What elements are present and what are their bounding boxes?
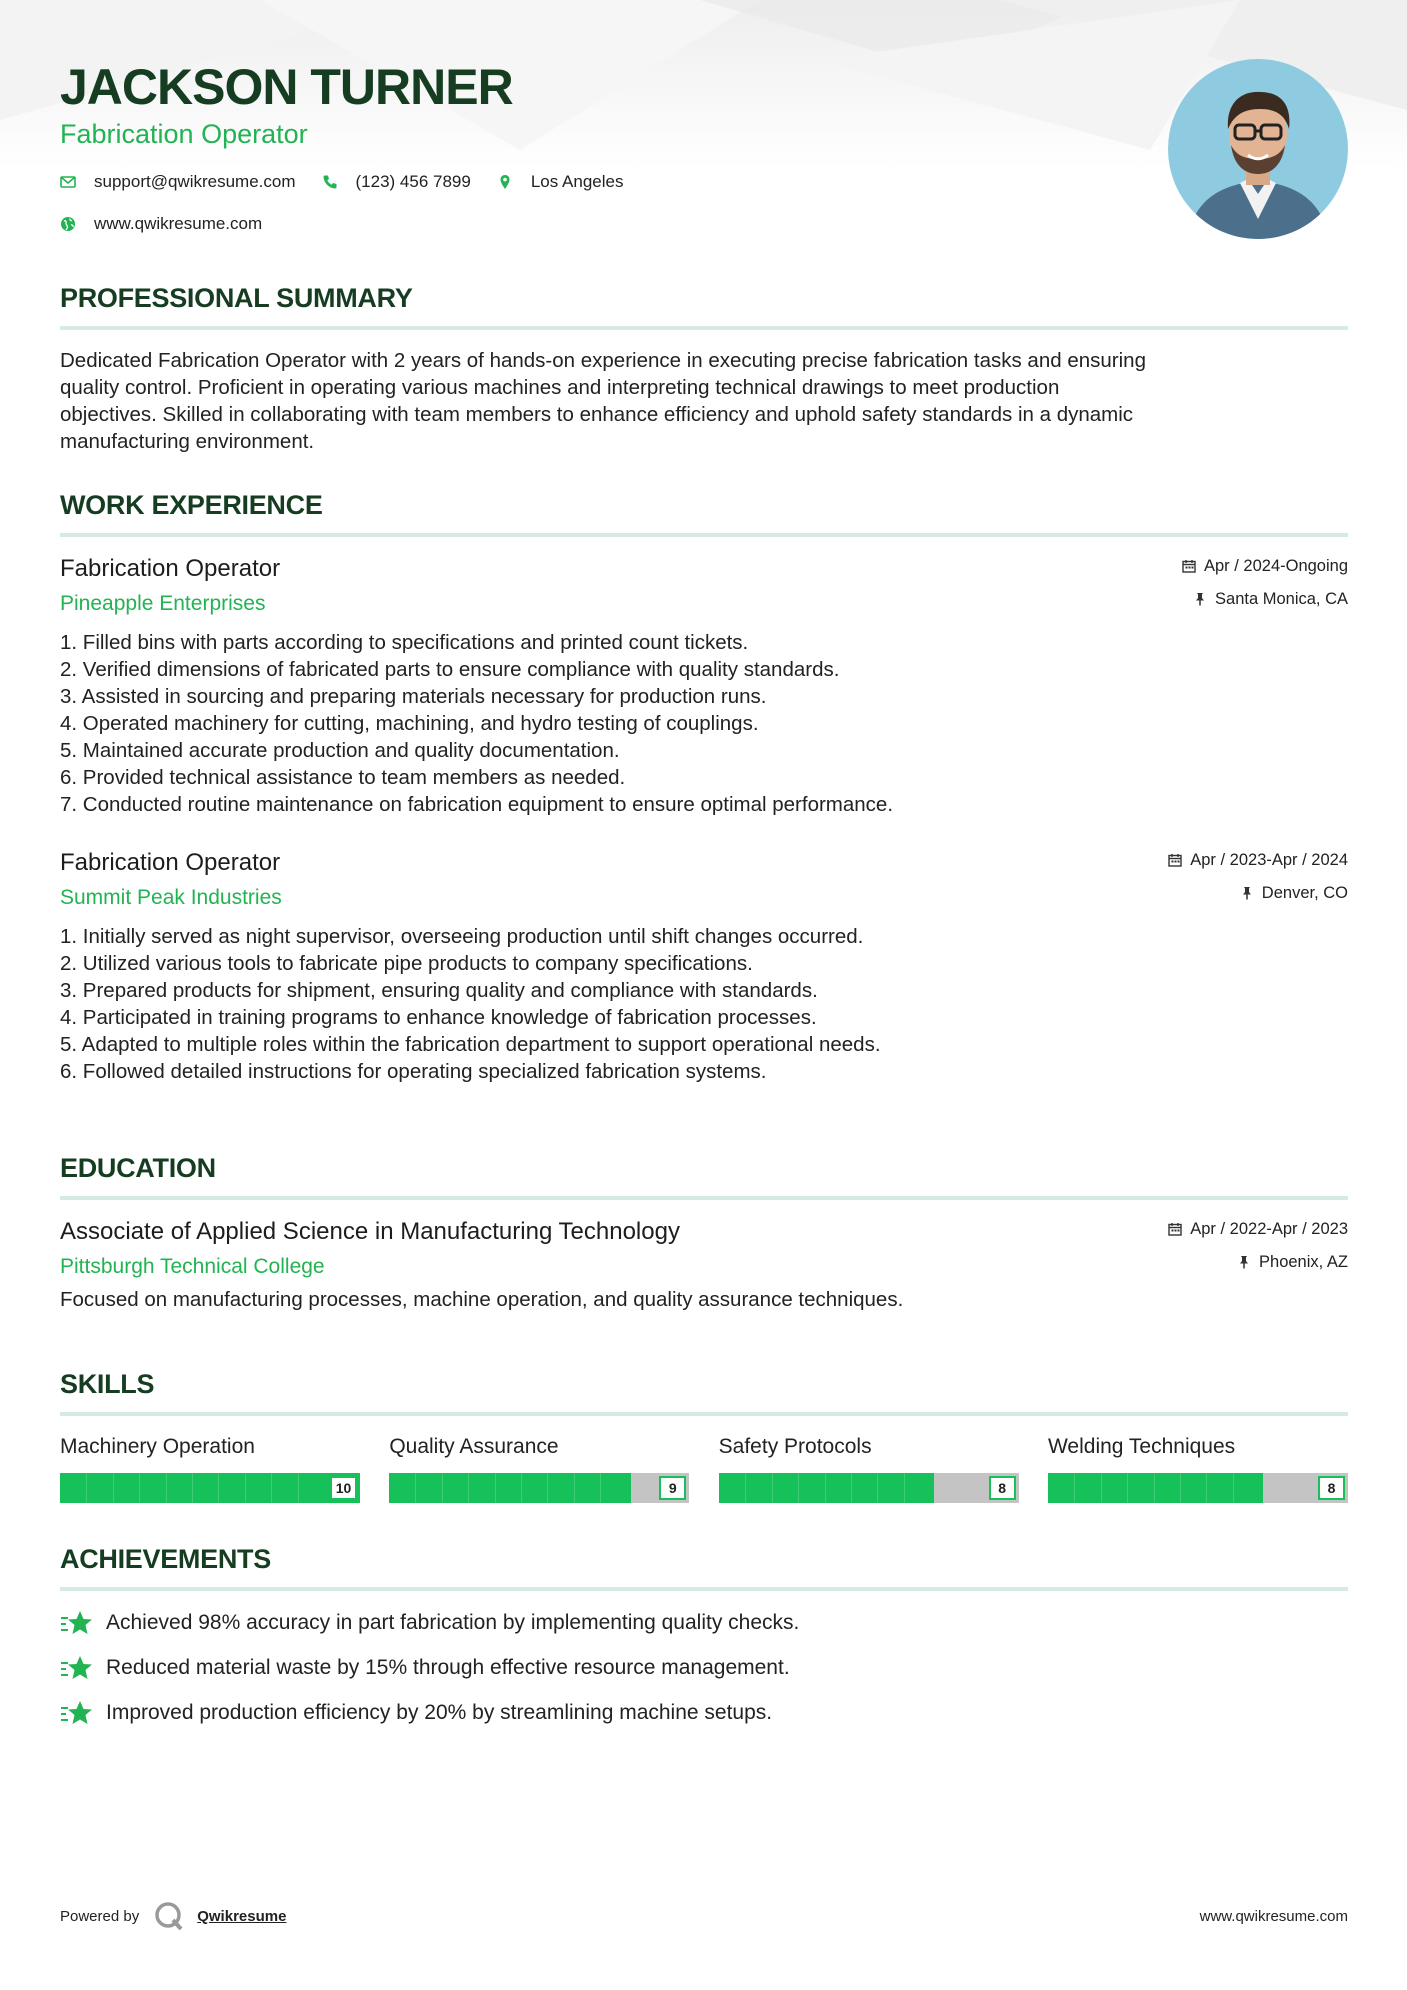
skills-row bbox=[60, 1433, 1348, 1503]
skill-level-badge: 8 bbox=[989, 1476, 1016, 1500]
job-bullet: 7. Conducted routine maintenance on fabrication equipment to ensure optimal performance. bbox=[60, 793, 894, 816]
skill-bar-segment bbox=[298, 1473, 299, 1503]
pushpin-icon bbox=[1237, 1255, 1251, 1269]
job-entry bbox=[60, 553, 1348, 818]
skill-bar-segment bbox=[192, 1473, 193, 1503]
skills-section bbox=[60, 1366, 1348, 1503]
job-dates-text: Apr / 2024-Ongoing bbox=[1203, 556, 1348, 575]
achievement-item bbox=[60, 1605, 1348, 1641]
section-divider bbox=[60, 1412, 1348, 1416]
job-meta bbox=[1182, 555, 1348, 621]
job-dates bbox=[1168, 849, 1348, 871]
skill-bar-segment bbox=[271, 1473, 272, 1503]
job-location-text: Santa Monica, CA bbox=[1215, 589, 1348, 608]
star-award-icon bbox=[60, 1609, 94, 1637]
education-section bbox=[60, 1150, 1348, 1313]
skill-bar-segment bbox=[495, 1473, 496, 1503]
skill-item bbox=[1048, 1433, 1348, 1503]
skill-bar-segment bbox=[547, 1473, 548, 1503]
phone-icon bbox=[322, 174, 338, 190]
job-dates bbox=[1182, 555, 1348, 577]
skill-bar-segment bbox=[218, 1473, 219, 1503]
skill-bar-segment bbox=[1206, 1473, 1207, 1503]
skill-bar-segment bbox=[1127, 1473, 1128, 1503]
summary-text bbox=[60, 347, 1348, 455]
achievement-item bbox=[60, 1695, 1348, 1731]
qwikresume-link[interactable]: Qwikresume bbox=[197, 1907, 287, 1925]
skill-bar-segment bbox=[745, 1473, 746, 1503]
section-divider bbox=[60, 1587, 1348, 1591]
section-divider bbox=[60, 1196, 1348, 1200]
job-company: Pineapple Enterprises bbox=[60, 592, 266, 615]
skill-bar-segment bbox=[877, 1473, 878, 1503]
skill-bar-segment bbox=[1233, 1473, 1234, 1503]
achievements-title: ACHIEVEMENTS bbox=[60, 1544, 271, 1574]
skill-item bbox=[60, 1433, 360, 1503]
skill-bar-segment bbox=[798, 1473, 799, 1503]
skill-bar-segment bbox=[1101, 1473, 1102, 1503]
skill-bar-segment bbox=[521, 1473, 522, 1503]
contact-row-website bbox=[60, 212, 1160, 236]
skill-level-badge: 10 bbox=[330, 1476, 357, 1500]
map-pin-icon bbox=[497, 174, 513, 190]
skills-title: SKILLS bbox=[60, 1369, 155, 1399]
achievement-text: Achieved 98% accuracy in part fabrication by implementing quality checks. bbox=[106, 1611, 800, 1634]
job-location-text: Denver, CO bbox=[1261, 883, 1348, 902]
footer bbox=[60, 1898, 1348, 1934]
education-description: Focused on manufacturing processes, machine operation, and quality assurance techniques. bbox=[60, 1288, 904, 1311]
summary-line: manufacturing environment. bbox=[60, 430, 315, 453]
skill-bar-segment bbox=[825, 1473, 826, 1503]
job-bullet: 5. Adapted to multiple roles within the fabrication department to support operational needs. bbox=[60, 1033, 881, 1056]
job-bullets bbox=[60, 629, 1348, 818]
skill-level-badge: 8 bbox=[1318, 1476, 1345, 1500]
job-bullet: 6. Provided technical assistance to team members as needed. bbox=[60, 766, 626, 789]
job-title: Fabrication Operator bbox=[60, 555, 281, 582]
skill-bar-fill bbox=[1048, 1473, 1263, 1503]
skill-level-bar bbox=[1048, 1473, 1348, 1503]
skill-bar-segment bbox=[442, 1473, 443, 1503]
summary-line: Dedicated Fabrication Operator with 2 years of hands-on experience in executing precise fabrication tasks and ensuring bbox=[60, 349, 1146, 372]
job-company: Summit Peak Industries bbox=[60, 886, 282, 909]
skill-bar-segment bbox=[245, 1473, 246, 1503]
envelope-icon bbox=[60, 174, 76, 190]
experience-section bbox=[60, 487, 1348, 1085]
skill-bar-segment bbox=[600, 1473, 601, 1503]
contact-location bbox=[497, 172, 624, 192]
job-bullet: 2. Utilized various tools to fabricate pipe products to company specifications. bbox=[60, 952, 753, 975]
skill-bar-segment bbox=[574, 1473, 575, 1503]
pushpin-icon bbox=[1193, 592, 1207, 606]
pushpin-icon bbox=[1240, 886, 1254, 900]
powered-by-label: Powered by bbox=[60, 1907, 140, 1925]
job-dates-text: Apr / 2023-Apr / 2024 bbox=[1190, 850, 1348, 869]
job-bullet: 2. Verified dimensions of fabricated parts to ensure compliance with quality standards. bbox=[60, 658, 840, 681]
location-text: Los Angeles bbox=[530, 172, 624, 191]
skill-level-badge: 9 bbox=[659, 1476, 686, 1500]
job-meta bbox=[1168, 849, 1348, 915]
calendar-icon bbox=[1182, 559, 1196, 573]
footer-website[interactable]: www.qwikresume.com bbox=[1199, 1907, 1348, 1925]
qwikresume-logo-icon bbox=[153, 1900, 185, 1932]
calendar-icon bbox=[1168, 853, 1182, 867]
job-bullet: 4. Operated machinery for cutting, machining, and hydro testing of couplings. bbox=[60, 712, 759, 735]
skill-bar-segment bbox=[468, 1473, 469, 1503]
skill-bar-segment bbox=[113, 1473, 114, 1503]
achievements-list bbox=[60, 1605, 1348, 1731]
job-bullet: 3. Prepared products for shipment, ensuring quality and compliance with standards. bbox=[60, 979, 818, 1002]
education-meta bbox=[1168, 1218, 1348, 1284]
education-school: Pittsburgh Technical College bbox=[60, 1255, 325, 1278]
section-divider bbox=[60, 326, 1348, 330]
skill-bar-fill bbox=[60, 1473, 360, 1503]
education-dates bbox=[1168, 1218, 1348, 1240]
skill-bar-segment bbox=[904, 1473, 905, 1503]
job-bullet: 1. Filled bins with parts according to specifications and printed count tickets. bbox=[60, 631, 749, 654]
skill-item bbox=[719, 1433, 1019, 1503]
powered-by bbox=[60, 1900, 286, 1932]
summary-line: objectives. Skilled in collaborating with team members to enhance efficiency and uphold safety standards in a dynamic bbox=[60, 403, 1134, 426]
education-title: EDUCATION bbox=[60, 1153, 216, 1183]
job-title: Fabrication Operator bbox=[60, 849, 281, 876]
skill-bar-segment bbox=[139, 1473, 140, 1503]
skill-item bbox=[389, 1433, 689, 1503]
achievements-section bbox=[60, 1541, 1348, 1740]
summary-title: PROFESSIONAL SUMMARY bbox=[60, 283, 413, 313]
candidate-role: Fabrication Operator bbox=[60, 119, 308, 149]
job-location bbox=[1168, 882, 1348, 904]
skill-level-bar bbox=[389, 1473, 689, 1503]
skill-bar-segment bbox=[415, 1473, 416, 1503]
skill-bar-segment bbox=[851, 1473, 852, 1503]
education-header bbox=[60, 1216, 1348, 1284]
experience-title: WORK EXPERIENCE bbox=[60, 490, 323, 520]
summary-line: quality control. Proficient in operating various machines and interpreting technical drawings to meet production bbox=[60, 376, 1060, 399]
skill-bar-segment bbox=[166, 1473, 167, 1503]
calendar-icon bbox=[1168, 1222, 1182, 1236]
star-award-icon bbox=[60, 1654, 94, 1682]
job-entry bbox=[60, 847, 1348, 1085]
skill-bar-segment bbox=[1154, 1473, 1155, 1503]
skill-name: Safety Protocols bbox=[718, 1435, 872, 1458]
globe-icon bbox=[60, 216, 76, 232]
summary-section bbox=[60, 280, 1348, 455]
achievement-text: Reduced material waste by 15% through effective resource management. bbox=[106, 1656, 790, 1679]
skill-name: Quality Assurance bbox=[389, 1435, 559, 1458]
contact-row bbox=[60, 170, 1160, 194]
skill-level-bar bbox=[60, 1473, 360, 1503]
job-header bbox=[60, 553, 1348, 621]
skill-bar-segment bbox=[86, 1473, 87, 1503]
profile-photo-illustration bbox=[1168, 59, 1348, 239]
achievement-item bbox=[60, 1650, 1348, 1686]
job-header bbox=[60, 847, 1348, 915]
job-bullet: 3. Assisted in sourcing and preparing materials necessary for production runs. bbox=[60, 685, 767, 708]
education-entry bbox=[60, 1216, 1348, 1313]
email-text: support@qwikresume.com bbox=[94, 172, 296, 191]
job-bullet: 6. Followed detailed instructions for operating specialized fabrication systems. bbox=[60, 1060, 767, 1083]
skill-level-bar bbox=[719, 1473, 1019, 1503]
job-bullet: 1. Initially served as night supervisor, overseeing production until shift changes occurred. bbox=[60, 925, 864, 948]
section-divider bbox=[60, 533, 1348, 537]
phone-text: (123) 456 7899 bbox=[355, 172, 471, 191]
skill-name: Welding Techniques bbox=[1047, 1435, 1236, 1458]
education-location bbox=[1168, 1251, 1348, 1273]
education-degree: Associate of Applied Science in Manufacturing Technology bbox=[60, 1218, 680, 1245]
education-location-text: Phoenix, AZ bbox=[1259, 1252, 1348, 1271]
job-bullets bbox=[60, 923, 1348, 1085]
skill-bar-segment bbox=[772, 1473, 773, 1503]
contact-email[interactable] bbox=[60, 172, 296, 192]
achievement-text: Improved production efficiency by 20% by streamlining machine setups. bbox=[106, 1701, 773, 1724]
profile-photo bbox=[1168, 59, 1348, 239]
skill-name: Machinery Operation bbox=[60, 1435, 255, 1458]
skill-bar-fill bbox=[389, 1473, 631, 1503]
job-bullet: 5. Maintained accurate production and quality documentation. bbox=[60, 739, 620, 762]
skill-bar-segment bbox=[1180, 1473, 1181, 1503]
education-dates-text: Apr / 2022-Apr / 2023 bbox=[1190, 1219, 1348, 1238]
job-bullet: 4. Participated in training programs to enhance knowledge of fabrication processes. bbox=[60, 1006, 817, 1029]
star-award-icon bbox=[60, 1699, 94, 1727]
website-text: www.qwikresume.com bbox=[94, 214, 263, 233]
contact-phone[interactable] bbox=[322, 172, 471, 192]
job-location bbox=[1182, 588, 1348, 610]
candidate-name: JACKSON TURNER bbox=[60, 59, 513, 115]
skill-bar-fill bbox=[719, 1473, 934, 1503]
resume-header bbox=[60, 58, 1160, 236]
contact-website[interactable] bbox=[60, 214, 262, 234]
skill-bar-segment bbox=[1074, 1473, 1075, 1503]
